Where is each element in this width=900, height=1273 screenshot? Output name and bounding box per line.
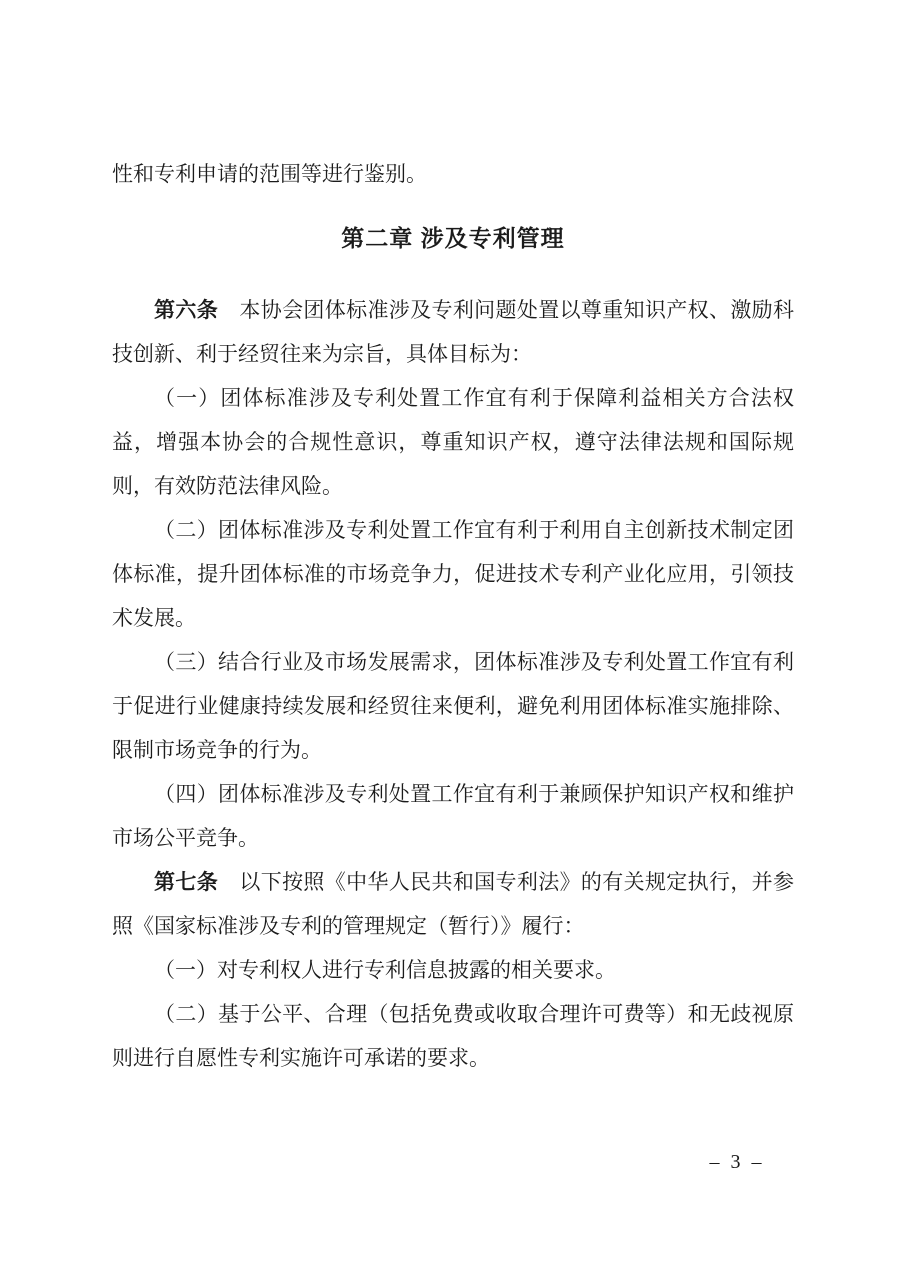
continuation-line: 性和专利申请的范围等进行鉴别。: [112, 162, 427, 186]
paragraph-text: （三）结合行业及市场发展需求，团体标准涉及专利处置工作宜有利于促进行业健康持续发展和经贸往来便利，避免利用团体标准实施排除、限制市场竞争的行为。: [112, 650, 794, 762]
paragraph-text: （一）团体标准涉及专利处置工作宜有利于保障利益相关方合法权益，增强本协会的合规性意识，尊重知识产权，遵守法律法规和国际规则，有效防范法律风险。: [112, 386, 794, 498]
page-number: – 3 –: [709, 1151, 765, 1173]
paragraph-text: 本协会团体标准涉及专利问题处置以尊重知识产权、激励科技创新、利于经贸往来为宗旨，具体目标为：: [112, 298, 795, 366]
paragraph-text: （二）团体标准涉及专利处置工作宜有利于利用自主创新技术制定团体标准，提升团体标准的市场竞争力，促进技术专利产业化应用，引领技术发展。: [112, 518, 794, 630]
article-6-number: 第六条: [154, 298, 219, 322]
article-7-number: 第七条: [154, 870, 219, 894]
paragraph-article-7: [112, 860, 794, 948]
paragraph-item-2: [112, 508, 794, 640]
paragraph-item-3: [112, 640, 794, 772]
paragraph-article-6: [112, 288, 794, 376]
chapter-heading: 第二章 涉及专利管理: [341, 225, 565, 251]
paragraph-text: （一）对专利权人进行专利信息披露的相关要求。: [154, 958, 616, 982]
document-body: [112, 288, 794, 1080]
paragraph-item-2b: [112, 992, 794, 1080]
paragraph-text: （四）团体标准涉及专利处置工作宜有利于兼顾保护知识产权和维护市场公平竞争。: [112, 782, 794, 850]
paragraph-text: （二）基于公平、合理（包括免费或收取合理许可费等）和无歧视原则进行自愿性专利实施许可承诺的要求。: [112, 1002, 794, 1070]
paragraph-item-1b: [112, 948, 794, 992]
paragraph-text: 以下按照《中华人民共和国专利法》的有关规定执行，并参照《国家标准涉及专利的管理规定（暂行）》履行：: [112, 870, 795, 938]
paragraph-item-4: [112, 772, 794, 860]
paragraph-item-1: [112, 376, 794, 508]
